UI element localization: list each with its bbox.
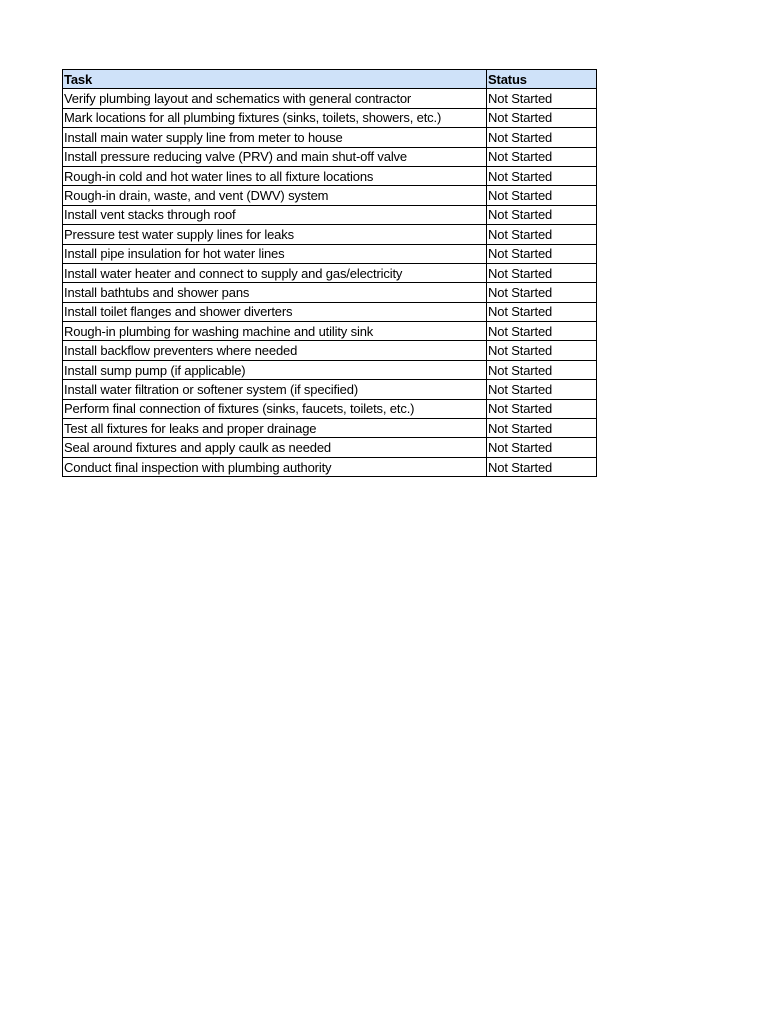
task-cell: Mark locations for all plumbing fixtures (sinks, toilets, showers, etc.): [63, 108, 487, 127]
task-table: [62, 69, 597, 477]
status-cell: Not Started: [487, 225, 597, 244]
task-cell: Install water filtration or softener system (if specified): [63, 380, 487, 399]
table-row: [63, 360, 597, 379]
status-cell: Not Started: [487, 360, 597, 379]
table-row: [63, 341, 597, 360]
table-row: [63, 322, 597, 341]
table-row: [63, 108, 597, 127]
task-cell: Test all fixtures for leaks and proper drainage: [63, 419, 487, 438]
table-row: [63, 225, 597, 244]
status-cell: Not Started: [487, 380, 597, 399]
status-cell: Not Started: [487, 457, 597, 476]
task-cell: Install toilet flanges and shower diverters: [63, 302, 487, 321]
table-row: [63, 128, 597, 147]
table-row: [63, 147, 597, 166]
task-cell: Install water heater and connect to supply and gas/electricity: [63, 263, 487, 282]
status-cell: Not Started: [487, 128, 597, 147]
table-row: [63, 302, 597, 321]
status-cell: Not Started: [487, 322, 597, 341]
task-cell: Rough-in plumbing for washing machine and utility sink: [63, 322, 487, 341]
status-cell: Not Started: [487, 399, 597, 418]
table-row: [63, 438, 597, 457]
task-cell: Install pressure reducing valve (PRV) and main shut-off valve: [63, 147, 487, 166]
header-task: Task: [63, 70, 487, 89]
status-cell: Not Started: [487, 244, 597, 263]
task-cell: Rough-in drain, waste, and vent (DWV) system: [63, 186, 487, 205]
task-cell: Install backflow preventers where needed: [63, 341, 487, 360]
status-cell: Not Started: [487, 263, 597, 282]
status-cell: Not Started: [487, 438, 597, 457]
task-cell: Install pipe insulation for hot water lines: [63, 244, 487, 263]
status-cell: Not Started: [487, 186, 597, 205]
status-cell: Not Started: [487, 283, 597, 302]
table-row: [63, 380, 597, 399]
status-cell: Not Started: [487, 166, 597, 185]
table-row: [63, 457, 597, 476]
status-cell: Not Started: [487, 147, 597, 166]
status-cell: Not Started: [487, 89, 597, 108]
status-cell: Not Started: [487, 302, 597, 321]
task-cell: Perform final connection of fixtures (sinks, faucets, toilets, etc.): [63, 399, 487, 418]
table-row: [63, 166, 597, 185]
table-row: [63, 283, 597, 302]
status-cell: Not Started: [487, 419, 597, 438]
header-status: Status: [487, 70, 597, 89]
status-cell: Not Started: [487, 108, 597, 127]
table-row: [63, 186, 597, 205]
status-cell: Not Started: [487, 341, 597, 360]
task-table-body: [63, 89, 597, 477]
task-cell: Seal around fixtures and apply caulk as needed: [63, 438, 487, 457]
table-row: [63, 205, 597, 224]
status-cell: Not Started: [487, 205, 597, 224]
table-row: [63, 399, 597, 418]
table-row: [63, 419, 597, 438]
task-cell: Install vent stacks through roof: [63, 205, 487, 224]
task-cell: Verify plumbing layout and schematics with general contractor: [63, 89, 487, 108]
task-cell: Install main water supply line from meter to house: [63, 128, 487, 147]
spreadsheet-page: [62, 69, 597, 477]
task-cell: Install sump pump (if applicable): [63, 360, 487, 379]
header-row: [63, 70, 597, 89]
table-row: [63, 244, 597, 263]
task-cell: Rough-in cold and hot water lines to all fixture locations: [63, 166, 487, 185]
task-cell: Pressure test water supply lines for leaks: [63, 225, 487, 244]
table-row: [63, 89, 597, 108]
task-cell: Install bathtubs and shower pans: [63, 283, 487, 302]
task-cell: Conduct final inspection with plumbing authority: [63, 457, 487, 476]
table-row: [63, 263, 597, 282]
